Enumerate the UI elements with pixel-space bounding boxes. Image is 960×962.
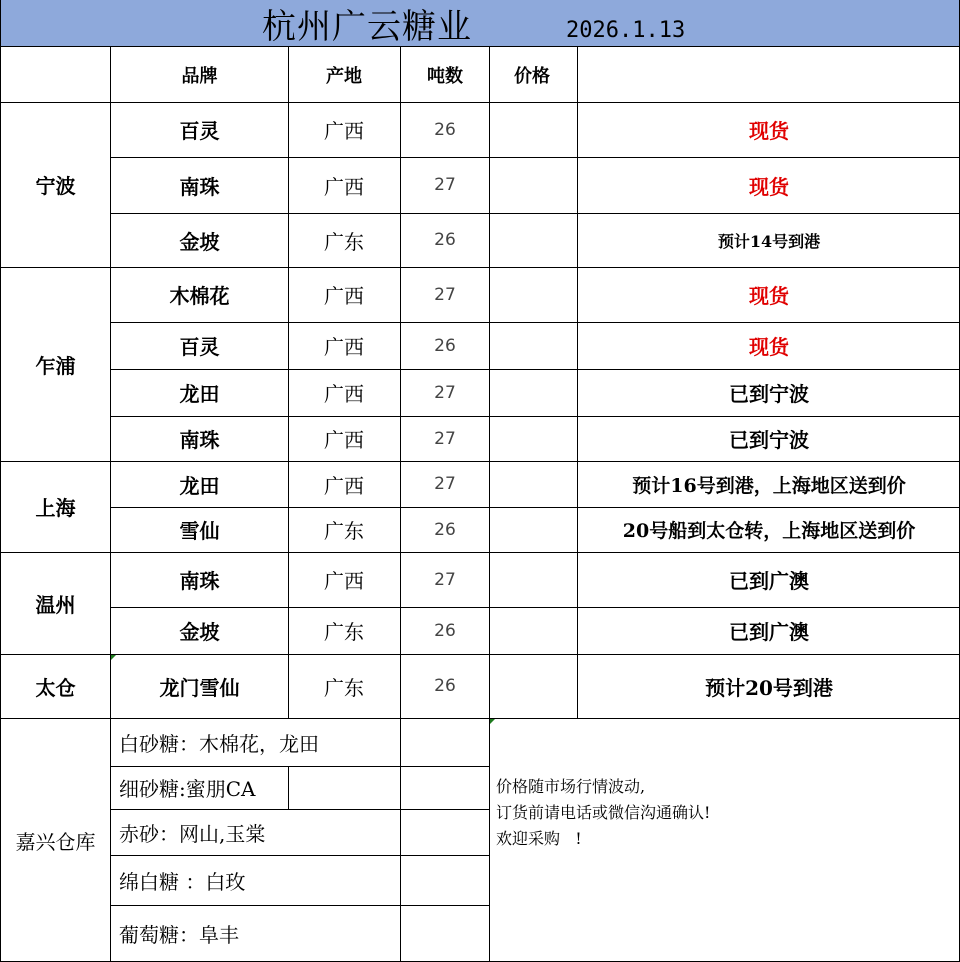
grid-line	[111, 607, 960, 608]
row-origin: 广西	[324, 284, 364, 308]
row-brand: 雪仙	[179, 519, 220, 543]
grid-line	[111, 416, 960, 417]
row-tons: 27	[434, 175, 456, 195]
row-tons: 27	[434, 284, 456, 305]
grid-line	[489, 46, 490, 962]
row-origin: 广西	[324, 569, 364, 593]
row-price	[490, 607, 578, 654]
grid-line	[400, 718, 401, 962]
row-origin: 广西	[324, 428, 364, 452]
warehouse-item: 细砂糖:蜜朋CA	[119, 777, 256, 801]
row-brand: 南珠	[179, 569, 220, 593]
title-bar	[0, 0, 960, 46]
grid-line	[0, 46, 960, 47]
row-origin: 广西	[324, 335, 364, 359]
row-tons: 26	[434, 119, 456, 140]
grid-line	[111, 322, 960, 323]
grid-line	[111, 507, 960, 508]
row-price	[490, 552, 578, 607]
row-brand: 木棉花	[169, 284, 230, 308]
row-brand: 百灵	[179, 119, 220, 143]
row-status: 现货	[749, 119, 789, 143]
row-origin: 广东	[324, 620, 364, 644]
row-price	[490, 267, 578, 322]
row-origin: 广西	[324, 473, 364, 498]
row-origin: 广西	[324, 382, 364, 406]
location-shanghai: 上海	[35, 496, 76, 520]
grid-line	[0, 102, 960, 103]
grid-line	[110, 46, 111, 962]
row-status: 已到宁波	[729, 428, 809, 452]
row-tons: 27	[434, 474, 456, 494]
row-tons: 26	[434, 676, 456, 696]
location-wenzhou: 温州	[35, 592, 76, 617]
price-note: 价格随市场行情波动, 订货前请电话或微信沟通确认! 欢迎采购 !	[496, 777, 711, 848]
col-header-brand: 品牌	[181, 65, 218, 87]
row-tons: 27	[434, 428, 456, 449]
row-tons: 27	[434, 382, 456, 403]
row-origin: 广东	[324, 675, 364, 700]
row-tons: 26	[434, 519, 456, 540]
warehouse-item: 葡萄糖：阜丰	[119, 923, 239, 947]
warehouse-item: 绵白糖 ：白玫	[119, 869, 246, 894]
row-origin: 广东	[324, 229, 364, 254]
row-origin: 广西	[324, 174, 364, 199]
location-zhapu: 乍浦	[35, 353, 76, 378]
col-header-tons: 吨数	[427, 65, 463, 87]
row-tons: 27	[434, 569, 456, 590]
row-price	[490, 157, 578, 213]
grid-line	[0, 0, 1, 962]
row-price	[490, 213, 578, 267]
row-origin: 广西	[324, 119, 364, 143]
row-status: 预计16号到港，上海地区送到价	[632, 474, 906, 497]
grid-line	[288, 766, 289, 809]
row-origin: 广东	[324, 519, 364, 543]
grid-line	[111, 157, 960, 158]
location-ningbo: 宁波	[35, 174, 76, 198]
grid-line	[0, 267, 960, 268]
grid-line	[400, 46, 401, 718]
row-tons: 26	[434, 335, 456, 356]
grid-line	[111, 369, 960, 370]
grid-line	[0, 654, 960, 655]
row-price	[490, 369, 578, 416]
grid-line	[288, 46, 289, 718]
row-tons: 26	[434, 620, 456, 641]
row-status: 20号船到太仓转，上海地区送到价	[622, 520, 916, 542]
grid-line	[111, 213, 960, 214]
row-status: 现货	[749, 284, 789, 308]
row-brand: 金坡	[179, 229, 220, 254]
row-brand: 龙田	[179, 473, 220, 498]
col-header-origin: 产地	[326, 65, 362, 87]
row-tons: 26	[434, 230, 456, 250]
row-brand: 金坡	[179, 620, 220, 644]
sheet-date: 2026.1.13	[566, 17, 686, 43]
row-status: 预计20号到港	[705, 675, 833, 700]
row-brand: 龙田	[179, 382, 220, 406]
row-status: 现货	[749, 174, 789, 199]
comment-marker-icon	[111, 655, 116, 660]
warehouse-item: 赤砂：网山,玉棠	[119, 821, 266, 846]
row-price	[490, 322, 578, 369]
grid-line	[577, 46, 578, 718]
row-brand: 南珠	[179, 174, 220, 199]
row-price	[490, 654, 578, 718]
col-header-status	[578, 47, 960, 102]
grid-line	[0, 552, 960, 553]
row-brand: 南珠	[179, 428, 220, 452]
grid-line	[0, 461, 960, 462]
row-status: 已到广澳	[729, 620, 809, 644]
col-header-price: 价格	[514, 65, 550, 87]
comment-marker-icon	[490, 719, 495, 724]
grid-line	[0, 718, 960, 719]
row-status: 预计14号到港	[717, 231, 821, 251]
location-jiaxing-warehouse: 嘉兴仓库	[15, 829, 96, 854]
grid-line	[111, 809, 490, 810]
warehouse-item: 白砂糖：木棉花，龙田	[119, 731, 319, 756]
row-price	[490, 102, 578, 157]
row-status: 现货	[749, 335, 789, 359]
row-price	[490, 416, 578, 461]
row-price	[490, 461, 578, 507]
row-price	[490, 507, 578, 552]
row-brand: 龙门雪仙	[159, 675, 240, 700]
grid-line	[111, 855, 490, 856]
row-brand: 百灵	[179, 335, 220, 359]
row-status: 已到广澳	[729, 569, 809, 593]
grid-line	[111, 905, 490, 906]
sheet-title: 杭州广云糖业	[262, 6, 472, 47]
location-taicang: 太仓	[35, 675, 76, 700]
grid-line	[111, 766, 490, 767]
row-status: 已到宁波	[729, 382, 809, 406]
